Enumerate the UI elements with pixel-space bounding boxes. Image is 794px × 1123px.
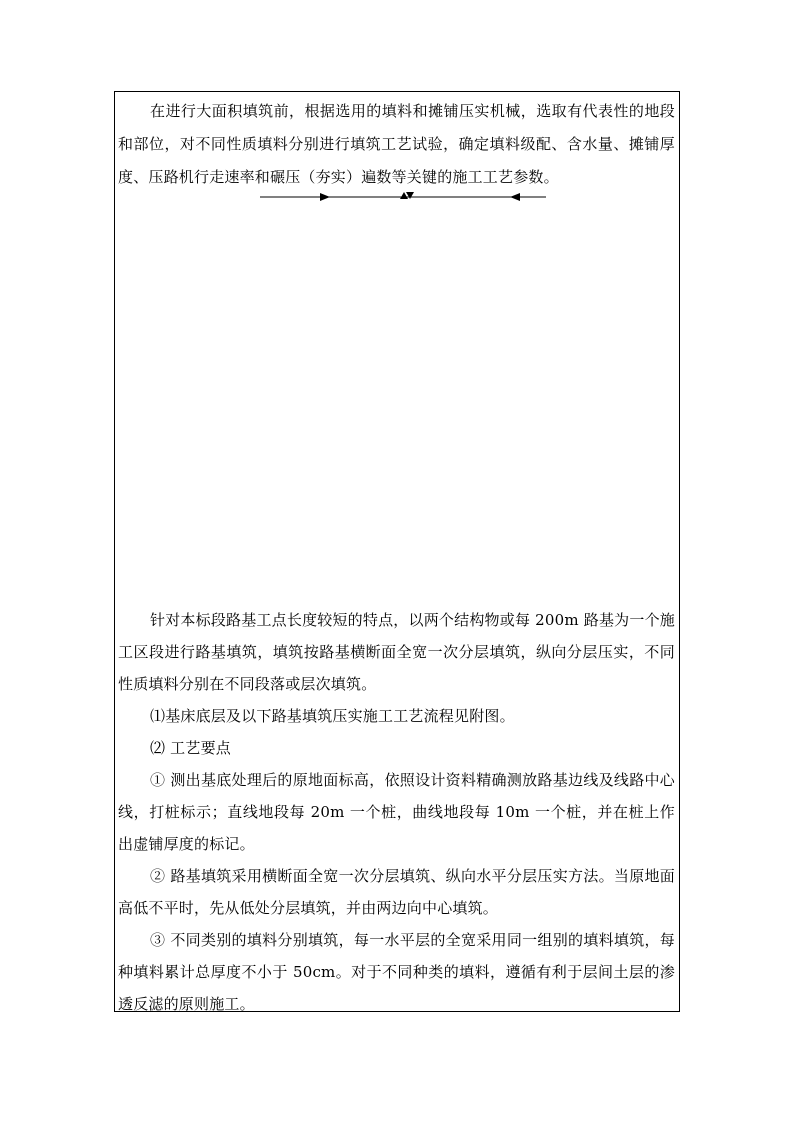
left-arrow-icon: [510, 193, 520, 201]
list-item-process-key-points: ⑵ 工艺要点: [150, 739, 231, 757]
right-arrow-icon: [320, 193, 330, 201]
list-item-flow-reference: ⑴基床底层及以下路基填筑压实施工工艺流程见附图。: [150, 707, 515, 725]
intro-paragraph: 在进行大面积填筑前，根据选用的填料和摊铺压实机械，选取有代表性的地段和部位，对不同性质填料分别进行填筑工艺试验，确定填料级配、含水量、摊铺厚度、压路机行走速率和碾压（夯实）遍数等关键的施工工艺参数。: [118, 102, 675, 186]
key-point-1: ① 测出基底处理后的原地面标高，依照设计资料精确测放路基边线及线路中心线，打桩标示；直线地段每 20m 一个桩，曲线地段每 10m 一个桩，并在桩上作出虚铺厚度的标记。: [118, 771, 675, 853]
key-point-2: ② 路基填筑采用横断面全宽一次分层填筑、纵向水平分层压实方法。当原地面高低不平时，先从低处分层填筑，并由两边向中心填筑。: [118, 867, 675, 917]
flow-arrow-line: [258, 188, 548, 206]
intro-section: [118, 95, 675, 194]
flowchart-figure-area: [116, 210, 678, 600]
key-point-3: ③ 不同类别的填料分别填筑，每一水平层的全宽采用同一组别的填料填筑，每种填料累计总厚度不小于 50cm。对于不同种类的填料，遵循有利于层间土层的渗透反滤的原则施工。: [118, 931, 675, 1013]
main-section: [118, 604, 675, 1020]
main-paragraph: 针对本标段路基工点长度较短的特点，以两个结构物或每 200m 路基为一个施工区段进行路基填筑，填筑按路基横断面全宽一次分层填筑，纵向分层压实，不同性质填料分别在不同段落或层次填筑。: [118, 611, 675, 693]
